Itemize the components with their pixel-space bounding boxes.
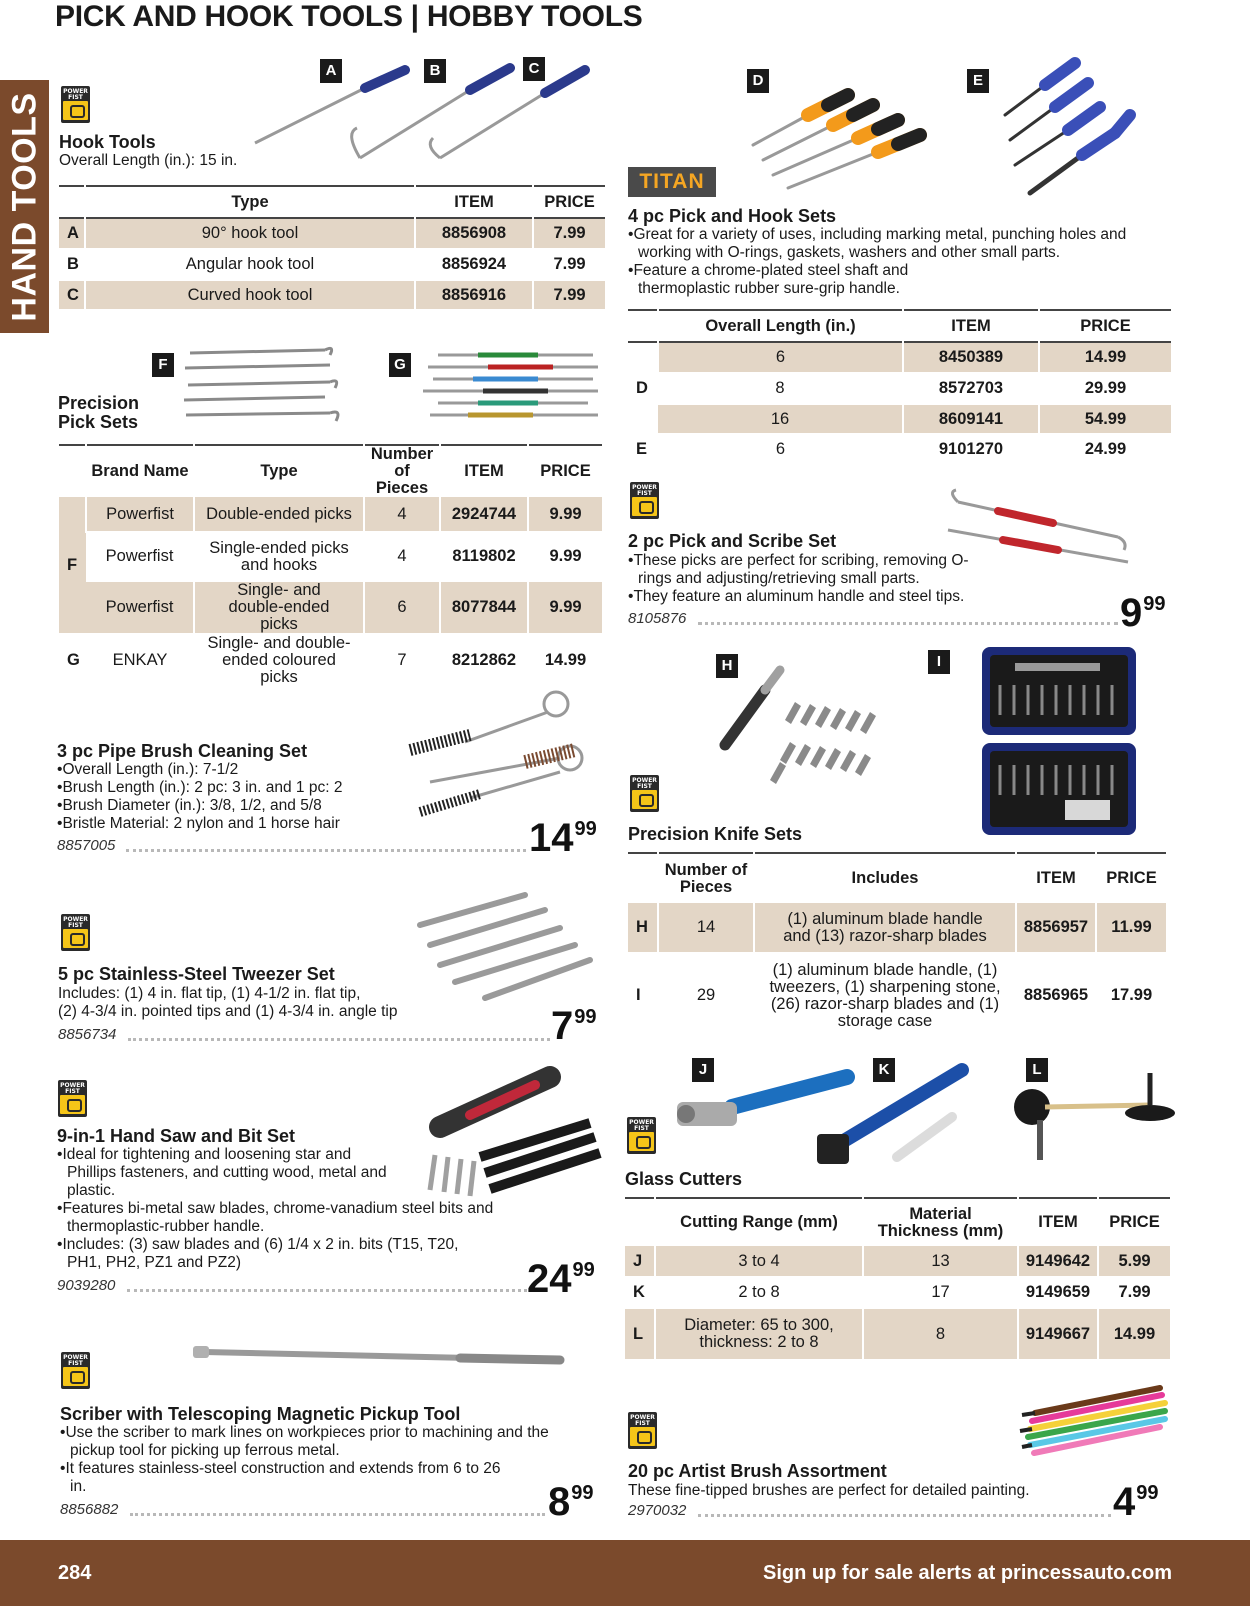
knife-sets-title: Precision Knife Sets <box>628 824 803 844</box>
artist-brush-image <box>1020 1383 1170 1458</box>
powerfist-logo: POWER FIST <box>58 1080 87 1117</box>
col-type: Type <box>85 186 415 218</box>
table-row: G ENKAY Single- and double-ended coloured picks 7 8212862 14.99 <box>59 634 602 687</box>
list-item: •Includes: (3) saw blades and (6) 1/4 x 2 in. bits (T15, T20, PH1, PH2, PZ1 and PZ2) <box>57 1236 459 1271</box>
side-tab <box>0 80 49 333</box>
table-row: H 14 (1) aluminum blade handle and (13) razor-sharp blades 8856957 11.99 <box>628 903 1166 953</box>
tag-i: I <box>928 650 950 674</box>
artist-brush-sku: 2970032 <box>628 1502 687 1519</box>
titan-logo: TITAN <box>628 167 716 197</box>
col-item: ITEM <box>440 445 528 497</box>
hook-tools-subtitle: Overall Length (in.): 15 in. <box>59 152 238 169</box>
powerfist-logo: POWER FIST <box>61 86 90 123</box>
list-item: •Use the scriber to mark lines on workpieces prior to machining and the pickup tool for picking up ferrous metal. <box>60 1424 549 1459</box>
tweezer-title: 5 pc Stainless-Steel Tweezer Set <box>58 964 335 984</box>
table-row: E 6 9101270 24.99 <box>628 434 1171 465</box>
tweezer-desc: Includes: (1) 4 in. flat tip, (1) 4-1/2 in. flat tip, (2) 4-3/4 in. pointed tips and (1) 4-3/4 in. angle tip <box>58 985 398 1020</box>
dot-leader <box>698 1514 1111 1517</box>
col-range: Cutting Range (mm) <box>655 1198 863 1246</box>
pick-hook-sets-bullets <box>628 226 1158 298</box>
precision-pick-table <box>59 444 602 688</box>
tag-b: B <box>424 59 446 83</box>
table-row: K 2 to 8 17 9149659 7.99 <box>625 1277 1170 1308</box>
dot-leader <box>127 1289 527 1292</box>
list-item: •Brush Length (in.): 2 pc: 3 in. and 1 pc: 2 <box>57 779 343 796</box>
pick-hook-set-e-image <box>1000 55 1160 205</box>
glass-cutter-l-image <box>1010 1065 1170 1170</box>
hand-saw-sku: 9039280 <box>57 1277 116 1294</box>
page-title: PICK AND HOOK TOOLS | HOBBY TOOLS <box>55 0 643 33</box>
scriber-image <box>190 1340 575 1370</box>
hand-saw-title: 9-in-1 Hand Saw and Bit Set <box>57 1126 296 1146</box>
scriber-title: Scriber with Telescoping Magnetic Pickup Tool <box>60 1404 461 1424</box>
pick-set-g-image <box>418 350 608 420</box>
dot-leader <box>698 622 1118 625</box>
list-item: •Great for a variety of uses, including marking metal, punching holes and working with O-rings, gaskets, washers and other small parts. <box>628 226 1127 261</box>
list-item: •Ideal for tightening and loosening star and Phillips fasteners, and cutting wood, metal and plastic. <box>57 1146 387 1199</box>
tag-d: D <box>747 69 769 93</box>
table-row: A 90° hook tool 8856908 7.99 <box>59 218 605 249</box>
col-length: Overall Length (in.) <box>658 310 903 342</box>
powerfist-logo: POWER FIST <box>628 1412 657 1449</box>
tag-c: C <box>523 57 545 81</box>
hook-tools-table <box>59 185 605 311</box>
col-pieces: Number of Pieces <box>364 445 440 497</box>
col-price: PRICE <box>1098 1198 1170 1246</box>
artist-brush-price: $4^{99}$ <box>1113 1480 1159 1524</box>
tweezer-image <box>410 890 600 1005</box>
dot-leader <box>126 849 526 852</box>
glass-cutters-table <box>625 1197 1170 1361</box>
footer <box>0 1540 1250 1606</box>
list-item: •Bristle Material: 2 nylon and 1 horse hair <box>57 815 340 832</box>
pipe-brush-price: $14^{99}$ <box>529 816 597 860</box>
tag-k: K <box>873 1058 895 1082</box>
dot-leader <box>128 1038 550 1041</box>
table-row: Powerfist Single-ended picks and hooks 4 8119802 9.99 <box>59 532 602 581</box>
tweezer-sku: 8856734 <box>58 1026 117 1043</box>
table-row: C Curved hook tool 8856916 7.99 <box>59 280 605 310</box>
tag-h: H <box>716 654 738 678</box>
pipe-brush-bullets <box>57 761 417 833</box>
table-row: I 29 (1) aluminum blade handle, (1) tweezers, (1) sharpening stone, (26) razor-sharp blades and (1) storage case 8856965 17.99 <box>628 953 1166 1038</box>
glass-cutters-title: Glass Cutters <box>625 1169 743 1189</box>
col-pieces: Number of Pieces <box>658 853 754 903</box>
pick-hook-sets-title: 4 pc Pick and Hook Sets <box>628 206 837 226</box>
table-row: J 3 to 4 13 9149642 5.99 <box>625 1246 1170 1277</box>
list-item: •It features stainless-steel construction and extends from 6 to 26 in. <box>60 1460 501 1495</box>
col-includes: Includes <box>754 853 1016 903</box>
artist-brush-title: 20 pc Artist Brush Assortment <box>628 1461 887 1481</box>
powerfist-logo: POWER FIST <box>627 1117 656 1154</box>
powerfist-logo: POWER FIST <box>61 914 90 951</box>
hand-saw-price: $24^{99}$ <box>527 1257 595 1301</box>
powerfist-logo: POWER FIST <box>630 775 659 812</box>
col-item: ITEM <box>903 310 1039 342</box>
col-item: ITEM <box>415 186 533 218</box>
col-type: Type <box>194 445 364 497</box>
list-item: •Brush Diameter (in.): 3/8, 1/2, and 5/8 <box>57 797 322 814</box>
tag-j: J <box>692 1058 714 1082</box>
col-price: PRICE <box>1039 310 1171 342</box>
pick-set-f-image <box>180 345 350 430</box>
tag-a: A <box>320 59 342 83</box>
knife-set-h-image <box>715 660 885 790</box>
pick-hook-sets-table <box>628 309 1171 466</box>
list-item: •They feature an aluminum handle and steel tips. <box>628 588 965 605</box>
glass-cutter-k-image <box>812 1062 987 1172</box>
pick-scribe-sku: 8105876 <box>628 610 687 627</box>
list-item: •These picks are perfect for scribing, removing O-rings and adjusting/retrieving small parts. <box>628 552 969 587</box>
page-number: 284 <box>58 1562 92 1584</box>
artist-brush-desc: These fine-tipped brushes are perfect for detailed painting. <box>628 1482 1030 1499</box>
pipe-brush-image <box>410 690 590 820</box>
col-thickness: Material Thickness (mm) <box>863 1198 1018 1246</box>
scriber-price: $8^{99}$ <box>548 1480 594 1524</box>
table-row: L Diameter: 65 to 300, thickness: 2 to 8 8 9149667 14.99 <box>625 1308 1170 1360</box>
powerfist-logo: POWER FIST <box>630 482 659 519</box>
hand-saw-bullets <box>57 1146 547 1272</box>
list-item: •Overall Length (in.): 7-1/2 <box>57 761 239 778</box>
pipe-brush-title: 3 pc Pipe Brush Cleaning Set <box>57 741 308 761</box>
hook-tools-image <box>245 58 605 178</box>
table-row: F Powerfist Double-ended picks 4 2924744 9.99 <box>59 497 602 532</box>
side-tab-label: HAND TOOLS <box>5 91 43 322</box>
col-item: ITEM <box>1018 1198 1098 1246</box>
list-item: •Features bi-metal saw blades, chrome-vanadium steel bits and thermoplastic-rubber handle. <box>57 1200 494 1235</box>
sale-alerts-link[interactable]: Sign up for sale alerts at princessauto.com <box>762 1562 1172 1584</box>
col-price: PRICE <box>533 186 605 218</box>
list-item: •Feature a chrome-plated steel shaft and thermoplastic rubber sure-grip handle. <box>628 262 909 297</box>
col-price: PRICE <box>528 445 602 497</box>
table-row: 16 8609141 54.99 <box>628 404 1171 434</box>
scriber-bullets <box>60 1424 550 1496</box>
scriber-sku: 8856882 <box>60 1501 119 1518</box>
pick-scribe-bullets <box>628 552 1028 606</box>
pick-hook-set-d-image <box>748 70 933 190</box>
pick-scribe-price: $9^{99}$ <box>1120 591 1166 635</box>
tag-f: F <box>152 353 174 377</box>
col-item: ITEM <box>1016 853 1096 903</box>
precision-pick-title: Precision Pick Sets <box>58 393 140 432</box>
pick-scribe-title: 2 pc Pick and Scribe Set <box>628 531 837 551</box>
table-row: 8 8572703 29.99 <box>628 373 1171 404</box>
table-row: B Angular hook tool 8856924 7.99 <box>59 249 605 280</box>
tag-l: L <box>1026 1058 1048 1082</box>
tag-g: G <box>389 353 411 377</box>
tag-e: E <box>967 69 989 93</box>
table-row: Powerfist Single- and double-ended picks 6 8077844 9.99 <box>59 581 602 634</box>
col-price: PRICE <box>1096 853 1166 903</box>
hook-tools-title: Hook Tools <box>59 132 156 152</box>
col-brand: Brand Name <box>86 445 194 497</box>
table-row: D 6 8450389 14.99 <box>628 342 1171 373</box>
powerfist-logo: POWER FIST <box>61 1352 90 1389</box>
knife-sets-table <box>628 852 1166 1039</box>
dot-leader <box>130 1513 545 1516</box>
tweezer-price: $7^{99}$ <box>551 1004 597 1048</box>
pipe-brush-sku: 8857005 <box>57 837 116 854</box>
knife-set-i-image <box>980 645 1140 840</box>
